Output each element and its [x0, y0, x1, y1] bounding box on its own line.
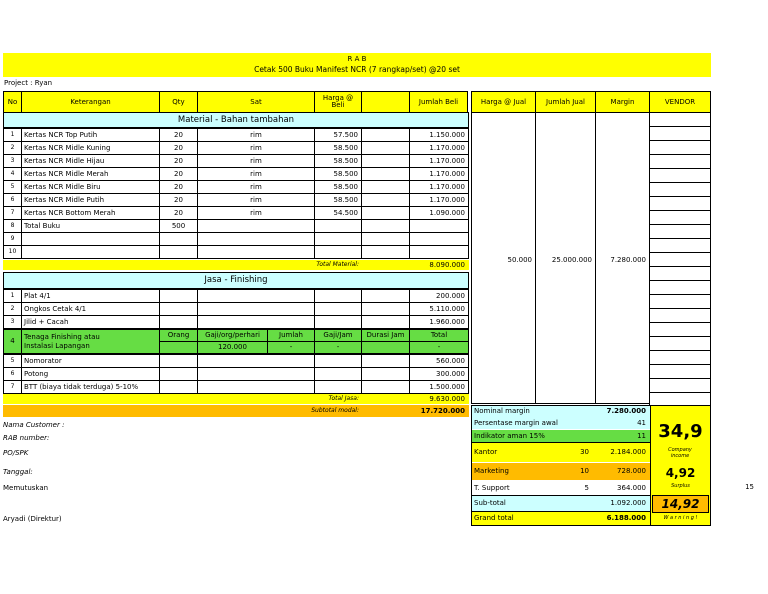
vendor-cell: [649, 196, 711, 211]
row-harga-beli: 57.500: [314, 128, 362, 142]
row-harga-beli: 58.500: [314, 193, 362, 207]
row-jumlah-beli: 1.150.000: [409, 128, 469, 142]
vendor-cell: [649, 126, 711, 141]
material-section-title: Material - Bahan tambahan: [3, 112, 469, 128]
row-jumlah-beli: 1.500.000: [409, 380, 469, 394]
material-total-label: Total Material:: [316, 261, 359, 268]
kantor-label: Kantor: [474, 448, 498, 456]
vendor-cell: [649, 252, 711, 267]
vendor-cell: [649, 224, 711, 239]
row-harga-beli: [314, 245, 362, 259]
header-margin: Margin: [595, 91, 650, 113]
row-harga-beli: [314, 289, 362, 303]
row-blank: [361, 245, 410, 259]
subtotal-bar: [3, 405, 469, 417]
vendor-cell: [649, 350, 711, 365]
row-qty: [159, 232, 198, 246]
row-qty: [159, 289, 198, 303]
row-no: 3: [3, 315, 22, 329]
row-keterangan: Potong: [21, 367, 160, 381]
row-qty: [159, 380, 198, 394]
vendor-cell: [649, 238, 711, 253]
support-value: 364.000: [617, 483, 646, 492]
row-jumlah-beli: 1.170.000: [409, 154, 469, 168]
row-keterangan: [21, 245, 160, 259]
row-jumlah-beli: 1.960.000: [409, 315, 469, 329]
subtotal-label: Subtotal modal:: [311, 407, 359, 414]
row-no: 8: [3, 219, 22, 233]
persentase-value: 41: [637, 419, 646, 427]
row-jumlah-beli: 560.000: [409, 354, 469, 368]
row-keterangan: Kertas NCR Midle Merah: [21, 167, 160, 181]
row-qty: 20: [159, 206, 198, 220]
harga-jual-value: 50.000: [507, 255, 532, 264]
row-keterangan: BTT (biaya tidak terduga) 5-10%: [21, 380, 160, 394]
tenaga-value-6: -: [409, 341, 469, 354]
vendor-cell: [649, 336, 711, 351]
row-sat: [197, 302, 315, 316]
persentase-label: Persentase margin awal: [474, 419, 558, 427]
row-keterangan: Kertas NCR Bottom Merah: [21, 206, 160, 220]
nominal-margin-label: Nominal margin: [474, 407, 530, 415]
jasa-total-bar: [3, 394, 469, 404]
nama-customer: Nama Customer :: [3, 420, 65, 429]
row-harga-beli: [314, 315, 362, 329]
vendor-cell: [649, 168, 711, 183]
tenaga-header-2: Gaji/org/perhari: [197, 329, 268, 342]
row-jumlah-beli: 1.170.000: [409, 193, 469, 207]
summary-frame: [471, 405, 651, 526]
surplus-label: Surplus: [671, 482, 690, 489]
row-jumlah-beli: 200.000: [409, 289, 469, 303]
row-keterangan: Jilid + Cacah: [21, 315, 160, 329]
project-label: Project : Ryan: [4, 78, 53, 87]
vendor-cell: [649, 294, 711, 309]
row-blank: [361, 141, 410, 155]
row-no: 9: [3, 232, 22, 246]
header-sat: Sat: [197, 91, 315, 113]
indikator-value: 11: [637, 431, 646, 440]
row-harga-beli: [314, 219, 362, 233]
row-jumlah-beli: 1.170.000: [409, 167, 469, 181]
tenaga-line1: Tenaga Finishing atau: [24, 333, 100, 341]
row-blank: [361, 167, 410, 181]
tenaga-line2: Instalasi Lapangan: [24, 342, 90, 350]
row-jumlah-beli: 1.090.000: [409, 206, 469, 220]
row-no: 5: [3, 354, 22, 368]
tenaga-value-5: [361, 341, 410, 354]
row-keterangan: Nomorator: [21, 354, 160, 368]
vendor-cell: [649, 280, 711, 295]
row-no: 5: [3, 180, 22, 194]
row-blank: [361, 154, 410, 168]
tenaga-value-1: [159, 341, 198, 354]
tenaga-value-4: -: [314, 341, 362, 354]
tenaga-header-5: Durasi Jam: [361, 329, 410, 342]
row-blank: [361, 232, 410, 246]
row-harga-beli: 58.500: [314, 167, 362, 181]
row-sat: [197, 380, 315, 394]
row-no: 3: [3, 154, 22, 168]
row-harga-beli: 58.500: [314, 180, 362, 194]
row-harga-beli: 54.500: [314, 206, 362, 220]
row-sat: [197, 367, 315, 381]
row-blank: [361, 354, 410, 368]
indikator-label: Indikator aman 15%: [474, 431, 545, 440]
vendor-cell: [649, 322, 711, 337]
row-keterangan: Plat 4/1: [21, 289, 160, 303]
signatory: Aryadi (Direktur): [3, 514, 62, 523]
memutuskan: Memutuskan: [3, 483, 49, 492]
margin-value: 7.280.000: [610, 255, 646, 264]
row-blank: [361, 193, 410, 207]
row-no: 1: [3, 289, 22, 303]
row-no: 6: [3, 367, 22, 381]
subtotal-value: 17.720.000: [420, 406, 465, 415]
support-pct: 5: [584, 483, 589, 492]
row-jumlah-beli: 1.170.000: [409, 180, 469, 194]
row-sat: [197, 315, 315, 329]
header-harga-jual: Harga @ Jual: [471, 91, 536, 113]
sub-total-label: Sub-total: [474, 499, 506, 507]
row-no: 10: [3, 245, 22, 259]
row-keterangan: Kertas NCR Midle Kuning: [21, 141, 160, 155]
header-vendor: VENDOR: [649, 91, 711, 113]
tenaga-no: 4: [3, 329, 22, 354]
vendor-cell: [649, 154, 711, 169]
row-harga-beli: [314, 367, 362, 381]
row-sat: rim: [197, 128, 315, 142]
row-sat: rim: [197, 180, 315, 194]
header-jumlah-jual: Jumlah Jual: [535, 91, 596, 113]
sub-total-value: 1.092.000: [610, 499, 646, 507]
row-no: 4: [3, 167, 22, 181]
row-harga-beli: 58.500: [314, 154, 362, 168]
jumlah-jual-value: 25.000.000: [551, 255, 592, 264]
row-blank: [361, 380, 410, 394]
row-keterangan: [21, 232, 160, 246]
row-no: 1: [3, 128, 22, 142]
row-sat: rim: [197, 154, 315, 168]
jasa-total-label: Total Jasa:: [328, 395, 359, 402]
header-blank: [361, 91, 410, 113]
company-income-label: Company income: [668, 447, 692, 459]
material-total-bar: [3, 260, 469, 270]
row-jumlah-beli: 300.000: [409, 367, 469, 381]
vendor-cell: [649, 308, 711, 323]
company-income-value: 34,9: [658, 421, 703, 442]
row-qty: 20: [159, 167, 198, 181]
row-sat: rim: [197, 167, 315, 181]
header-no: No: [3, 91, 22, 113]
rab-subtitle: Cetak 500 Buku Manifest NCR (7 rangkap/set) @20 set: [254, 65, 460, 75]
row-harga-beli: [314, 302, 362, 316]
row-keterangan: Total Buku: [21, 219, 160, 233]
row-blank: [361, 128, 410, 142]
row-no: 7: [3, 206, 22, 220]
row-sat: [197, 289, 315, 303]
row-jumlah-beli: [409, 245, 469, 259]
row-qty: [159, 245, 198, 259]
row-blank: [361, 206, 410, 220]
row-blank: [361, 367, 410, 381]
row-qty: 20: [159, 180, 198, 194]
vendor-cell: [649, 378, 711, 393]
warning-value: 14,92: [661, 497, 700, 511]
header-jumlah-beli: Jumlah Beli: [409, 91, 468, 113]
outside-number: 15: [745, 482, 754, 491]
grand-total-value: 6.188.000: [606, 514, 646, 522]
row-sat: rim: [197, 206, 315, 220]
row-no: 2: [3, 302, 22, 316]
header-harga-beli: Harga @ Beli: [314, 91, 362, 113]
kantor-value: 2.184.000: [610, 448, 646, 456]
vendor-cell: [649, 182, 711, 197]
surplus-value: 4,92: [665, 466, 696, 480]
vendor-cell: [649, 266, 711, 281]
vendor-cell: [649, 210, 711, 225]
row-keterangan: Kertas NCR Midle Putih: [21, 193, 160, 207]
row-harga-beli: [314, 232, 362, 246]
material-total-value: 8.090.000: [429, 260, 465, 269]
jasa-section-title: Jasa - Finishing: [3, 272, 469, 289]
row-blank: [361, 315, 410, 329]
row-sat: [197, 219, 315, 233]
tenaga-value-3: -: [267, 341, 315, 354]
tenaga-header-6: Total: [409, 329, 469, 342]
row-keterangan: Kertas NCR Top Putih: [21, 128, 160, 142]
vendor-cell: [649, 112, 711, 127]
row-qty: [159, 367, 198, 381]
marketing-label: Marketing: [474, 467, 509, 475]
row-sat: rim: [197, 193, 315, 207]
jasa-total-value: 9.630.000: [429, 394, 465, 403]
rab-title: R A B: [347, 55, 367, 63]
tenaga-header-3: Jumlah: [267, 329, 315, 342]
row-keterangan: Kertas NCR Midle Hijau: [21, 154, 160, 168]
warning-label: W a r n i n g !: [663, 514, 698, 521]
vendor-cell: [649, 140, 711, 155]
tenaga-label: [21, 329, 160, 354]
row-blank: [361, 302, 410, 316]
grand-total-label: Grand total: [474, 514, 514, 522]
header-qty: Qty: [159, 91, 198, 113]
header-keterangan: Keterangan: [21, 91, 160, 113]
marketing-value: 728.000: [617, 467, 646, 475]
row-qty: 500: [159, 219, 198, 233]
vendor-cell: [649, 364, 711, 379]
kantor-pct: 30: [580, 448, 589, 456]
row-blank: [361, 180, 410, 194]
po-spk: PO/SPK: [3, 448, 29, 457]
row-keterangan: Kertas NCR Midle Biru: [21, 180, 160, 194]
row-no: 7: [3, 380, 22, 394]
row-keterangan: Ongkos Cetak 4/1: [21, 302, 160, 316]
row-harga-beli: 58.500: [314, 141, 362, 155]
row-harga-beli: [314, 380, 362, 394]
row-jumlah-beli: 1.170.000: [409, 141, 469, 155]
row-qty: 20: [159, 141, 198, 155]
row-sat: [197, 232, 315, 246]
row-blank: [361, 289, 410, 303]
row-sat: [197, 354, 315, 368]
nominal-margin-value: 7.280.000: [606, 407, 646, 415]
row-jumlah-beli: [409, 232, 469, 246]
marketing-pct: 10: [580, 467, 589, 475]
tenaga-value-2: 120.000: [197, 341, 268, 354]
row-harga-beli: [314, 354, 362, 368]
tenaga-header-4: Gaji/Jam: [314, 329, 362, 342]
row-no: 6: [3, 193, 22, 207]
row-jumlah-beli: [409, 219, 469, 233]
row-sat: rim: [197, 141, 315, 155]
row-qty: 20: [159, 193, 198, 207]
row-sat: [197, 245, 315, 259]
row-qty: [159, 315, 198, 329]
row-qty: 20: [159, 154, 198, 168]
row-qty: [159, 354, 198, 368]
support-label: T. Support: [474, 483, 510, 492]
row-qty: [159, 302, 198, 316]
row-qty: 20: [159, 128, 198, 142]
row-no: 2: [3, 141, 22, 155]
row-blank: [361, 219, 410, 233]
tenaga-header-1: Orang: [159, 329, 198, 342]
tanggal: Tanggal:: [3, 467, 33, 476]
row-jumlah-beli: 5.110.000: [409, 302, 469, 316]
rab-number: RAB number:: [3, 433, 50, 442]
